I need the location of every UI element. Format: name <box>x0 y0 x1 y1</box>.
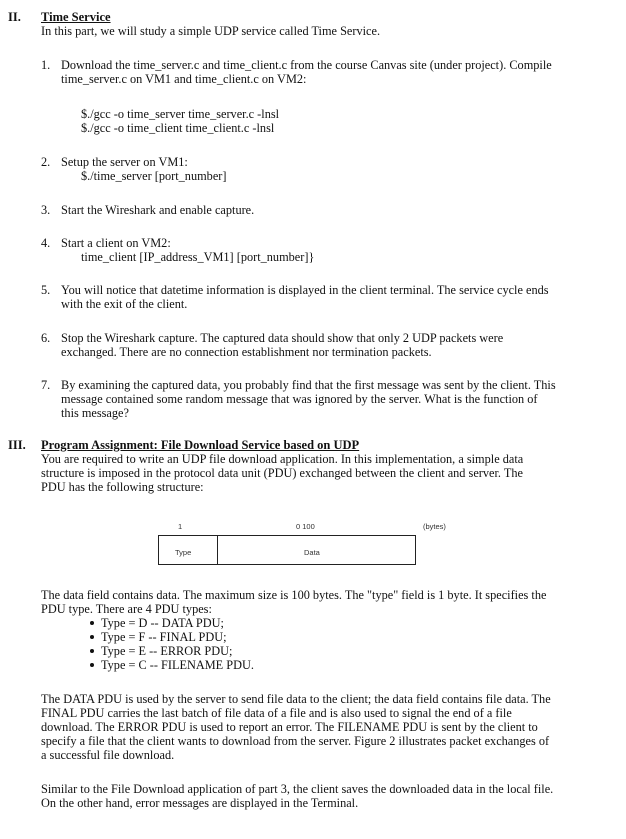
pdu-data-size: 0 100 <box>296 522 315 531</box>
step-6-line-1: Stop the Wireshark capture. The captured data should show that only 2 UDP packets were <box>61 331 504 345</box>
section-3-intro-line-1: You are required to write an UDP file download application. In this implementation, a simple data <box>41 452 524 466</box>
bullet-dot <box>90 621 94 625</box>
pdu-type-item: Type = F -- FINAL PDU; <box>101 630 227 644</box>
client-save-line-1: Similar to the File Download application of part 3, the client saves the downloaded data in the local file. <box>41 782 554 796</box>
pdu-roles-line-1: The DATA PDU is used by the server to send file data to the client; the data field contains file data. The <box>41 692 551 706</box>
section-3-title: Program Assignment: File Download Service based on UDP <box>41 438 360 452</box>
step-1-number: 1. <box>41 58 51 72</box>
step-2-line-1: Setup the server on VM1: <box>61 155 188 169</box>
pdu-roles-line-4: specify a file that the client wants to download from the server. Figure 2 illustrates packet exchanges of <box>41 734 550 748</box>
step-6-line-2: exchanged. There are no connection establishment nor termination packets. <box>61 345 432 359</box>
pdu-size-unit: (bytes) <box>423 522 446 531</box>
step-7-line-3: this message? <box>61 406 129 420</box>
step-3-number: 3. <box>41 203 51 217</box>
step-7-number: 7. <box>41 378 51 392</box>
pdu-type-size: 1 <box>178 522 183 531</box>
step-1-line-1: Download the time_server.c and time_client.c from the course Canvas site (under project). Compile <box>61 58 552 72</box>
pdu-paragraph-line-1: The data field contains data. The maximum size is 100 bytes. The "type" field is 1 byte. It specifies the <box>41 588 547 602</box>
bullet-dot <box>90 663 94 667</box>
step-5-line-2: with the exit of the client. <box>61 297 188 311</box>
step-5-line-1: You will notice that datetime information is displayed in the client terminal. The service cycle ends <box>61 283 549 297</box>
step-4-number: 4. <box>41 236 51 250</box>
step-2-number: 2. <box>41 155 51 169</box>
pdu-field-divider <box>217 535 218 565</box>
pdu-data-field: Data <box>304 548 320 557</box>
section-3-number: III. <box>8 438 26 452</box>
section-3-intro-line-3: PDU has the following structure: <box>41 480 204 494</box>
step-7-line-1: By examining the captured data, you probably find that the first message was sent by the client. This <box>61 378 556 392</box>
pdu-type-field: Type <box>175 548 192 557</box>
step-3-line-1: Start the Wireshark and enable capture. <box>61 203 255 217</box>
pdu-type-item: Type = C -- FILENAME PDU. <box>101 658 254 672</box>
step-1-code-2: $./gcc -o time_client time_client.c -lnsl <box>81 121 275 135</box>
step-4-line-1: Start a client on VM2: <box>61 236 171 250</box>
bullet-dot <box>90 649 94 653</box>
pdu-box <box>158 535 416 565</box>
pdu-type-item: Type = D -- DATA PDU; <box>101 616 224 630</box>
pdu-type-item: Type = E -- ERROR PDU; <box>101 644 233 658</box>
step-5-number: 5. <box>41 283 51 297</box>
step-4-code-1: time_client [IP_address_VM1] [port_number]} <box>81 250 315 264</box>
section-2-intro: In this part, we will study a simple UDP service called Time Service. <box>41 24 381 38</box>
pdu-roles-line-2: FINAL PDU carries the last batch of file data of a file and is also used to signal the end of a file <box>41 706 512 720</box>
step-2-code-1: $./time_server [port_number] <box>81 169 227 183</box>
pdu-paragraph-line-2: PDU type. There are 4 PDU types: <box>41 602 212 616</box>
step-1-code-1: $./gcc -o time_server time_server.c -lnsl <box>81 107 280 121</box>
step-6-number: 6. <box>41 331 51 345</box>
pdu-roles-line-5: a successful file download. <box>41 748 175 762</box>
section-2-title: Time Service <box>41 10 111 24</box>
section-3-intro-line-2: structure is imposed in the protocol data unit (PDU) exchanged between the client and server. The <box>41 466 523 480</box>
step-7-line-2: message contained some random message that was ignored by the server. What is the function of <box>61 392 538 406</box>
section-2-number: II. <box>8 10 21 24</box>
client-save-line-2: On the other hand, error messages are displayed in the Terminal. <box>41 796 359 810</box>
pdu-roles-line-3: download. The ERROR PDU is used to report an error. The FILENAME PDU is sent by the client to <box>41 720 538 734</box>
bullet-dot <box>90 635 94 639</box>
step-1-line-2: time_server.c on VM1 and time_client.c on VM2: <box>61 72 307 86</box>
